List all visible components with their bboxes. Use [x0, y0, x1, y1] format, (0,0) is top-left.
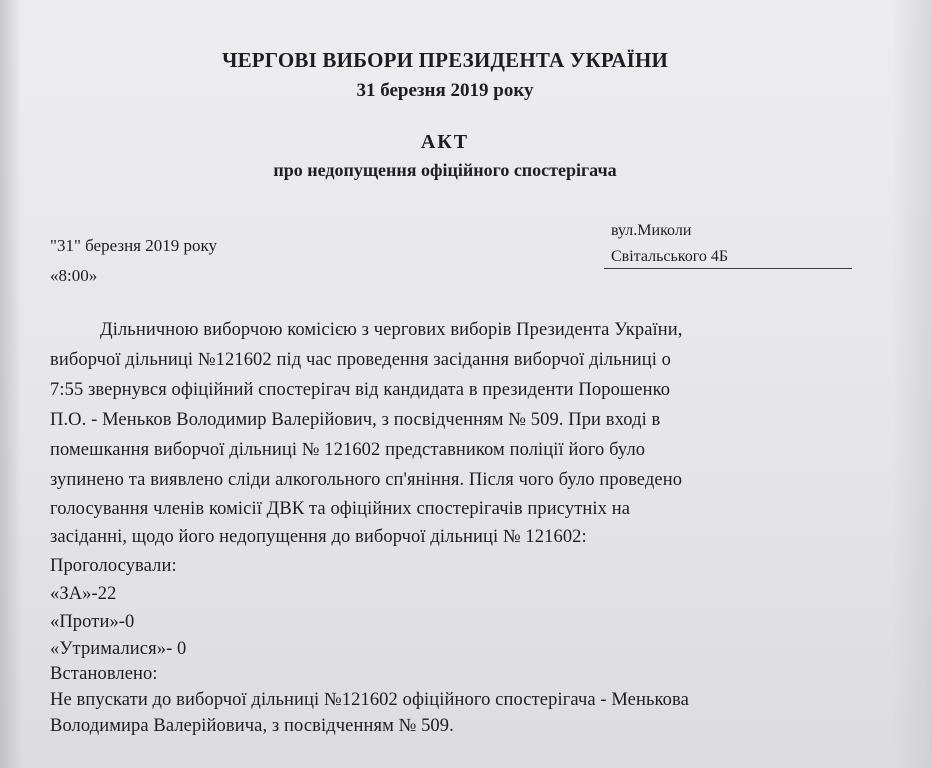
body-paragraph-line: 7:55 звернувся офіційний спостерігач від кандидата в президенти Порошенко: [50, 380, 671, 400]
body-paragraph-line: голосування членів комісії ДВК та офіційних спостерігачів присутніх на: [50, 499, 631, 519]
document-time: «8:00»: [50, 266, 98, 285]
address-underline: [604, 268, 852, 269]
decision-line: Не впускати до виборчої дільниці №121602 офіційного спостерігача - Менькова: [50, 690, 689, 710]
address-line-2: Світальського 4Б: [611, 248, 729, 265]
election-date: 31 березня 2019 року: [356, 80, 534, 101]
decided-label: Встановлено:: [50, 664, 158, 684]
voted-label: Проголосували:: [50, 556, 177, 576]
body-paragraph-line: помешкання виборчої дільниці № 121602 представником поліції його було: [50, 440, 646, 460]
page-shadow-right: [892, 0, 932, 768]
votes-for: «ЗА»-22: [50, 584, 117, 604]
body-paragraph-line: Дільничною виборчою комісією з чергових виборів Президента України,: [100, 320, 683, 340]
page-shadow-left: [0, 0, 22, 768]
votes-abstained: «Утрималися»- 0: [50, 639, 187, 659]
document-date: "31" березня 2019 року: [50, 236, 218, 255]
act-subtitle: про недопущення офіційного спостерігача: [273, 160, 617, 180]
decision-line: Володимира Валерійовича, з посвідченням № 509.: [50, 716, 454, 736]
act-title: АКТ: [420, 131, 470, 153]
body-paragraph-line: зупинено та виявлено сліди алкогольного сп'яніння. Після чого було проведено: [50, 470, 683, 490]
address-line-1: вул.Миколи: [611, 222, 692, 239]
body-paragraph-line: засіданні, щодо його недопущення до виборчої дільниці № 121602:: [50, 527, 587, 547]
election-title: ЧЕРГОВІ ВИБОРИ ПРЕЗИДЕНТА УКРАЇНИ: [221, 48, 669, 72]
votes-against: «Проти»-0: [50, 612, 135, 632]
body-paragraph-line: П.О. - Меньков Володимир Валерійович, з посвідченням № 509. При вході в: [50, 410, 661, 430]
body-paragraph-line: виборчої дільниці №121602 під час проведення засідання виборчої дільниці о: [50, 350, 672, 370]
